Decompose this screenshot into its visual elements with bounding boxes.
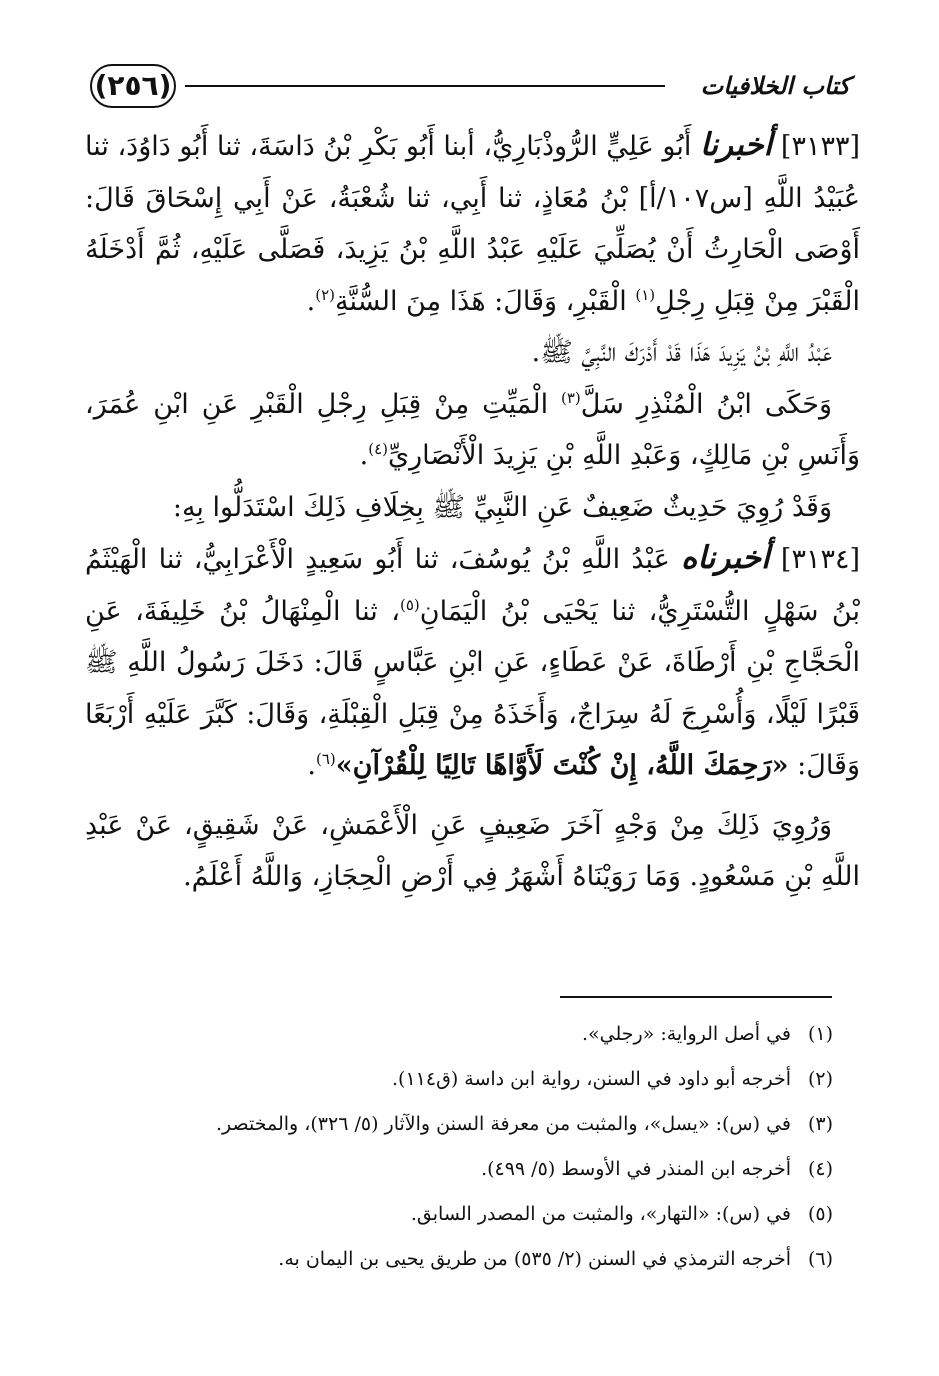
footnote-text: في (س): «التهار»، والمثبت من المصدر السابق. <box>410 1203 791 1225</box>
sentence-end: . <box>359 440 369 471</box>
paragraph-text-cont: الْمَيِّتِ مِنْ قِبَلِ رِجْلِ الْقَبْرِ عَنِ ابْنِ عُمَرَ، وَأَنَسِ بْنِ مَالِكٍ، وَعَبْدِ اللَّهِ بْنِ يَزِيدَ الْأَنْصَارِيِّ <box>85 388 860 471</box>
page-header <box>90 62 850 114</box>
hadith-3134 <box>85 533 860 792</box>
sentence-end: . <box>306 285 316 317</box>
footnote-number: (٣) <box>807 1113 833 1135</box>
hadith-text: أَبُو عَلِيٍّ الرُّوذْبَارِيُّ، أبنا أَبُو بَكْرِ بْنُ دَاسَةَ، ثنا أَبُو دَاوُدَ، ثنا عُبَيْدُ اللَّهِ [س١٠٧/أ] بْنُ مُعَاذٍ، ثنا أَبِي، ثنا شُعْبَةُ، عَنْ أَبِي إِسْحَاقَ قَالَ: أَوْصَى الْحَارِثُ أَنْ يُصَلِّيَ عَلَيْهِ عَبْدُ اللَّهِ بْنُ يَزِيدَ، فَصَلَّى عَلَيْهِ، ثُمَّ أَدْخَلَهُ الْقَبْرَ مِنْ قِبَلِ رِجْلِ <box>85 131 860 317</box>
paragraph-weak-hadith: وَقَدْ رُوِيَ حَدِيثٌ ضَعِيفٌ عَنِ النَّبِيِّ ﷺ بِخِلَافِ ذَلِكَ اسْتَدَلُّوا بِهِ: <box>172 491 832 523</box>
footnote-number: (٤) <box>807 1158 833 1180</box>
paragraph-abdullah: عَبْدُ اللَّهِ بْنُ يَزِيدَ هَذَا قَدْ أَدْرَكَ النَّبِيَّ ﷺ. <box>531 337 832 368</box>
footnote-ref-2: (٢) <box>315 285 336 304</box>
footnote-ref-5: (٥) <box>399 595 420 614</box>
footnote-3 <box>190 1102 833 1147</box>
hadith-3133 <box>85 120 860 327</box>
paragraph-ibn-mundhir <box>85 379 860 482</box>
hadith-text: عَبْدُ اللَّهِ بْنُ يُوسُفَ، ثنا أَبُو سَعِيدٍ الْأَعْرَابِيُّ، ثنا الْهَيْثَمُ بْنُ سَهْلٍ التُّسْتَرِيُّ، ثنا يَحْيَى بْنُ الْيَمَانِ <box>85 544 860 627</box>
footnote-text: في (س): «يسل»، والمثبت من معرفة السنن والآثار (٥/ ٣٢٦)، والمختصر. <box>215 1113 791 1135</box>
hadith-number: [٣١٣٣] <box>780 131 860 162</box>
footnote-4 <box>190 1147 833 1192</box>
sentence-end: . <box>307 750 316 781</box>
paragraph-text: وَرُوِيَ ذَلِكَ مِنْ وَجْهٍ آخَرَ ضَعِيفٍ عَنِ الْأَعْمَشِ، عَنْ شَقِيقٍ، عَنْ عَبْدِ اللَّهِ بْنِ مَسْعُودٍ. <box>85 809 860 892</box>
footnote-text: أخرجه أبو داود في السنن، رواية ابن داسة (ق١١٤). <box>392 1068 791 1090</box>
footnote-6 <box>190 1237 833 1282</box>
footnote-number: (٥) <box>807 1203 833 1225</box>
hadith-text-cont: الْقَبْرِ، وَقَالَ: هَذَا مِنَ السُّنَّةِ <box>335 285 636 317</box>
footnote-ref-3: (٣) <box>560 388 581 407</box>
footnote-1 <box>190 1012 833 1057</box>
footnote-ref-4: (٤) <box>368 440 388 458</box>
header-rule <box>185 85 665 87</box>
paragraph-text: وَحَكَى ابْنُ الْمُنْذِرِ سَلَّ <box>580 388 832 420</box>
page-number: (٢٥٦) <box>90 64 176 108</box>
hadith-number: [٣١٣٤] <box>780 544 860 575</box>
paragraph-final <box>85 800 860 903</box>
footnote-ref-1: (١) <box>635 285 656 304</box>
footnote-ref-6: (٦) <box>316 750 336 768</box>
footnote-divider <box>560 996 832 998</box>
paragraph-text-cont: وَمَا رَوَيْنَاهُ أَشْهَرُ فِي أَرْضِ الْحِجَازِ، وَاللَّهُ أَعْلَمُ. <box>183 861 690 892</box>
footnote-text: أخرجه ابن المنذر في الأوسط (٥/ ٤٩٩). <box>481 1158 791 1180</box>
footnote-number: (١) <box>807 1023 833 1045</box>
main-text <box>85 120 860 903</box>
hadith-keyword: أخبرناه <box>681 540 770 576</box>
hadith-text-cont: ، ثنا الْمِنْهَالُ بْنُ خَلِيفَةَ، عَنِ الْحَجَّاجِ بْنِ أَرْطَاةَ، عَنْ عَطَاءٍ، عَنِ ابْنِ عَبَّاسٍ قَالَ: دَخَلَ رَسُولُ اللَّهِ ﷺ قَبْرًا لَيْلًا، وَأُسْرِجَ لَهُ سِرَاجٌ، وَأَخَذَهُ مِنْ قِبَلِ الْقِبْلَةِ، وَقَالَ: كَبَّرَ عَلَيْهِ أَرْبَعًا وَقَالَ: <box>85 595 860 781</box>
book-title: كتاب الخلافيات <box>700 71 850 100</box>
footnote-text: أخرجه الترمذي في السنن (٢/ ٥٣٥) من طريق يحيى بن اليمان به. <box>278 1248 791 1270</box>
footnote-5 <box>190 1192 833 1237</box>
footnotes <box>190 1012 833 1282</box>
footnote-text: في أصل الرواية: «رجلي». <box>581 1023 791 1045</box>
prophetic-quote: «رَحِمَكَ اللَّهُ، إِنْ كُنْتَ لَأَوَّاهًا تَالِيًا لِلْقُرْآنِ» <box>335 750 789 781</box>
hadith-keyword: أخبرنا <box>699 127 773 163</box>
footnote-number: (٢) <box>807 1068 833 1090</box>
footnote-2 <box>190 1057 833 1102</box>
footnote-number: (٦) <box>807 1248 833 1270</box>
